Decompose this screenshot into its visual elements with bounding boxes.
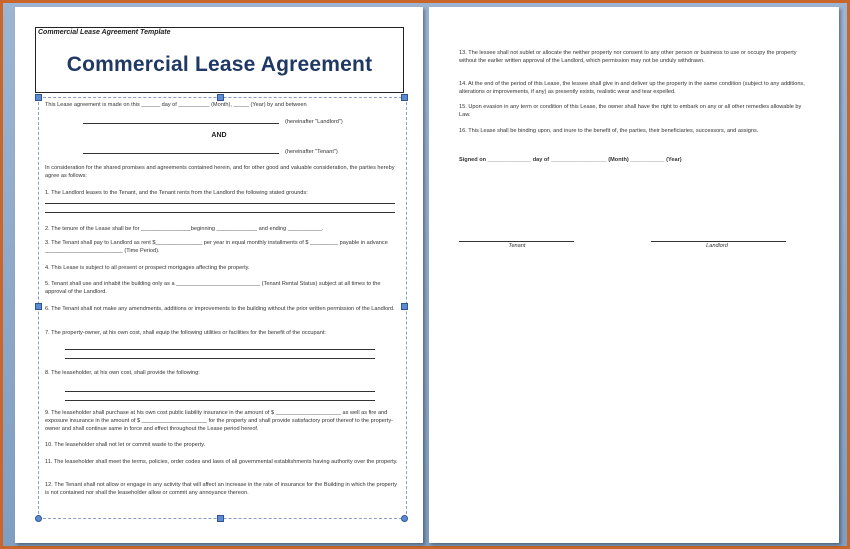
tenant-signature-line: [459, 241, 574, 242]
clause-13: 13. The lessee shall not sublet or allocate the neither property nor consent to any other person or business to use or occupy the property without the earlier written approval of the Landlord, which permission may not be unduly withdrawn.: [459, 50, 797, 64]
document-page-1: [15, 7, 423, 543]
clause-12: 12. The Tenant shall not allow or engage in any activity that will affect an increase in the rate of insurance for the Building in which the property is not contained nor shall the leaseholder allow or commit any annoyance thereon.: [45, 482, 397, 496]
clause-7-line: [65, 358, 375, 359]
consideration-paragraph: In consideration for the shared promises and agreements contained herein, and for other good and valuable consideration, the parties hereby agree as follows:: [45, 165, 395, 179]
clause-2: 2. The tenure of the Lease shall be for ________________beginning _____________ and ending ___________.: [45, 226, 324, 232]
resize-handle-bottom[interactable]: [217, 515, 224, 522]
resize-handle-left[interactable]: [35, 303, 42, 310]
resize-handle-top[interactable]: [217, 94, 224, 101]
clause-7-line: [65, 349, 375, 350]
clause-1-line: [45, 212, 395, 213]
clause-3: 3. The Tenant shall pay to Landlord as rent $_______________ per year in equal monthly installments of $ _________ payable in advance _________________________ (Time Period).: [45, 240, 388, 254]
clause-5: 5. Tenant shall use and inhabit the building only as a ___________________________ (Tenant Rental Status) subject at all times to the approval of the Landlord.: [45, 281, 381, 295]
clause-1: 1. The Landlord leases to the Tenant, and the Tenant rents from the Landlord the following stated grounds:: [45, 190, 308, 196]
landlord-name-line: [83, 123, 279, 124]
clause-6: 6. The Tenant shall not make any amendments, additions or improvements to the building without the prior written permission of the Landlord.: [45, 306, 395, 312]
title-text-box[interactable]: [35, 27, 404, 93]
signed-on-line: Signed on ______________ day of __________________ (Month) ___________ (Year): [459, 157, 682, 163]
resize-handle-bottom-right[interactable]: [401, 515, 408, 522]
clause-4: 4. This Lease is subject to all present or prospect mortgages affecting the property.: [45, 265, 250, 271]
clause-15: 15. Upon evasion in any term or condition of this Lease, the owner shall have the right to embark on any or all other remedies allowable by Law.: [459, 104, 802, 118]
clause-8-line: [65, 391, 375, 392]
tenant-label: (hereinafter "Tenant"): [285, 149, 338, 155]
clause-9: 9. The leaseholder shall purchase at his own cost public liability insurance in the amount of $ _____________________ as well as fire and exposure insurance in the amount of $ _____________________ for the property and shall provide satisfactory proof thereof to the property-owner and shall continue same in force and effect throughout the Lease period hereof.: [45, 410, 393, 432]
clause-11: 11. The leaseholder shall meet the terms, policies, order codes and laws of all governmental establishments having authority over the property.: [45, 459, 398, 465]
landlord-signature-label: Landlord: [706, 243, 728, 249]
resize-handle-bottom-left[interactable]: [35, 515, 42, 522]
and-heading: AND: [211, 132, 227, 139]
document-workspace: [3, 3, 847, 546]
clause-8-line: [65, 400, 375, 401]
resize-handle-top-right[interactable]: [401, 94, 408, 101]
resize-handle-right[interactable]: [401, 303, 408, 310]
template-label: Commercial Lease Agreement Template: [38, 29, 171, 36]
tenant-signature-label: Tenant: [508, 243, 526, 249]
clause-14: 14. At the end of the period of this Lease, the lessee shall give in and deliver up the property in the same condition (subject to any additions, alterations or improvements, if any) as presently exists, realistic wear and tear expelled.: [459, 81, 805, 95]
landlord-signature-line: [651, 241, 786, 242]
clause-10: 10. The leaseholder shall not let or commit waste to the property.: [45, 442, 206, 448]
clause-1-line: [45, 203, 395, 204]
document-page-2: [429, 7, 839, 543]
landlord-label: (hereinafter "Landlord"): [285, 119, 343, 125]
tenant-name-line: [83, 153, 279, 154]
intro-paragraph: This Lease agreement is made on this ______ day of __________ (Month), _____ (Year) by and between: [45, 102, 307, 108]
resize-handle-top-left[interactable]: [35, 94, 42, 101]
clause-8: 8. The leaseholder, at his own cost, shall provide the following:: [45, 370, 200, 376]
clause-7: 7. The property-owner, at his own cost, shall equip the following utilities or facilities for the benefit of the occupant:: [45, 330, 326, 336]
document-title: Commercial Lease Agreement: [66, 53, 373, 76]
clause-16: 16. This Lease shall be binding upon, and inure to the benefit of, the parties, their beneficiaries, successors, and assigns.: [459, 128, 759, 134]
